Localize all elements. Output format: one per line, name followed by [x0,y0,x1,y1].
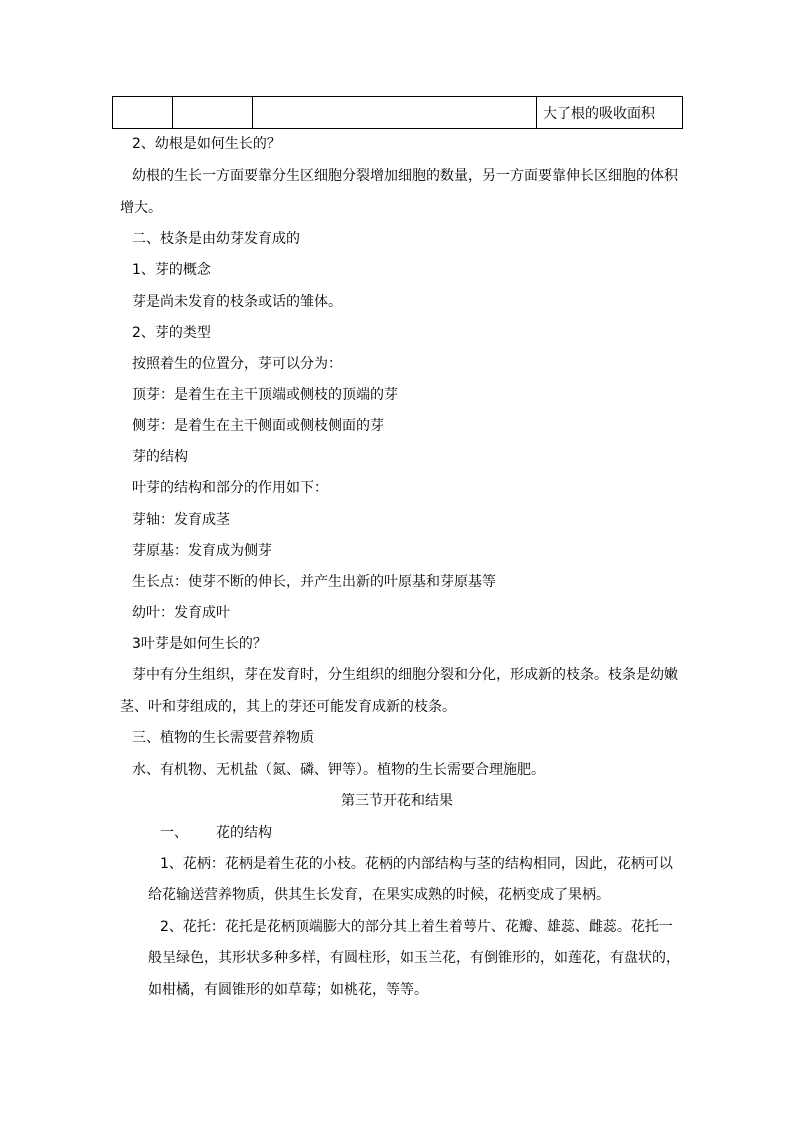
paragraph-growth-point: 生长点：使芽不断的伸长，并产生出新的叶原基和芽原基等 [132,574,496,590]
heading-bud-concept: 1、芽的概念 [132,262,211,278]
paragraph-bud-concept: 芽是尚未发育的枝条或话的雏体。 [132,294,342,310]
paragraph-bud-growth-line1: 芽中有分生组织，芽在发育时，分生组织的细胞分裂和分化，形成新的枝条。枝条是幼嫩 [132,667,678,683]
heading-flower-text: 花的结构 [216,825,272,841]
paragraph-root-growth-line1: 幼根的生长一方面要靠分生区细胞分裂增加细胞的数量，另一方面要靠伸长区细胞的体积 [132,168,678,184]
paragraph-terminal-bud: 顶芽：是着生在主干顶端或侧枝的顶端的芽 [132,387,398,403]
table-cell-4: 大了根的吸收面积 [537,97,683,129]
paragraph-flower-stalk-line1: 1、花柄：花柄是着生花的小枝。花柄的内部结构与茎的结构相同，因此，花柄可以 [160,856,673,872]
paragraph-bud-types: 按照着生的位置分，芽可以分为： [132,356,342,372]
paragraph-root-growth-line2: 增大。 [120,200,162,216]
paragraph-receptacle-line3: 如柑橘，有圆锥形的如草莓；如桃花，等等。 [148,982,428,998]
heading-section-2: 二、枝条是由幼芽发育成的 [132,231,300,247]
table-row [113,97,683,129]
paragraph-leaf-bud: 叶芽的结构和部分的作用如下： [132,480,328,496]
paragraph-flower-stalk-line2: 给花输送营养物质，供其生长发育，在果实成熟的时候，花柄变成了果柄。 [148,887,610,903]
table-cell-2 [173,97,253,129]
paragraph-receptacle-line1: 2、花托：花托是花柄顶端膨大的部分其上着生着萼片、花瓣、雄蕊、雌蕊。花托一 [160,919,673,935]
question-2: 2、幼根是如何生长的？ [132,136,281,152]
paragraph-bud-growth-line2: 茎、叶和芽组成的，其上的芽还可能发育成新的枝条。 [120,699,456,715]
paragraph-bud-primordium: 芽原基：发育成为侧芽 [132,543,272,559]
heading-bud-types: 2、芽的类型 [132,325,211,341]
heading-section-3: 三、植物的生长需要营养物质 [132,730,314,746]
paragraph-lateral-bud: 侧芽：是着生在主干侧面或侧枝侧面的芽 [132,418,384,434]
paragraph-bud-structure: 芽的结构 [132,449,188,465]
question-3: 3叶芽是如何生长的？ [132,636,267,652]
continuation-table [112,96,683,129]
heading-flower-structure [160,823,272,843]
paragraph-young-leaf: 幼叶：发育成叶 [132,605,230,621]
paragraph-receptacle-line2: 般呈绿色，其形状多种多样，有圆柱形，如玉兰花，有倒锥形的，如莲花，有盘状的， [148,950,680,966]
paragraph-nutrients: 水、有机物、无机盐（氮、磷、钾等）。植物的生长需要合理施肥。 [132,762,545,778]
table-cell-1 [113,97,173,129]
table-cell-3 [253,97,537,129]
section-title: 第三节开花和结果 [341,793,453,809]
paragraph-bud-axis: 芽轴：发育成茎 [132,512,230,528]
heading-flower-number: 一、 [160,825,188,841]
